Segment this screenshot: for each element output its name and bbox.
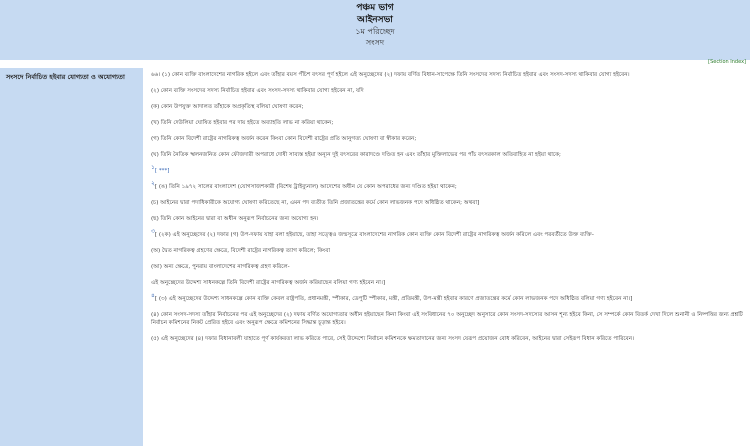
footnote-ref-3[interactable]: ৩ — [151, 228, 155, 236]
clause-4: (৪) কোন সংসদ-সদস্য তাঁহার নির্বাচনের পর এই অনুচ্ছেদের (২) দফায় বর্ণিত অযোগ্যতার অধীন হইয়াছেন কিনা কিংবা এই সংবিধানের ৭০ অনুচ্ছেদ অনুসারে কোন সংসদ-সদস্যের আসন শূন্য হইবে কিনা, সে সম্পর্কে কোন বিতর্ক দেখা দিলে শুনানী ও নিষ্পত্তির জন্য প্রশ্নটি নির্বাচন কমিশনের নিকট প্রেরিত হইবে এবং অনুরূপ ক্ষেত্রে কমিশনের সিদ্ধান্ত চূড়ান্ত হইবে। — [151, 312, 743, 326]
clause-2a-tail: এই অনুচ্ছেদের উদ্দেশ্য সাধনকল্পে তিনি বিদেশী রাষ্ট্রের নাগরিকত্ব অর্জন করিয়াছেন বলিয়া গণ্য হইবেন না।] — [151, 280, 386, 286]
article-title-panel — [0, 68, 143, 446]
article-body — [0, 68, 750, 446]
clause-2-ka: (ক) কোন উপযুক্ত আদালত তাঁহাকে অপ্রকৃতিস্থ বলিয়া ঘোষণা করেন; — [151, 104, 304, 110]
clause-2-uma — [151, 180, 744, 191]
clause-2-gha: (ঘ) তিনি নৈতিক স্খলনজনিত কোন ফৌজদারী অপরাধে দোষী সাব্যস্ত হইয়া অন্যূন দুই বৎসরের কারাদণ্ডে দণ্ডিত হন এবং তাঁহার মুক্তিলাভের পর পাঁচ বৎসরকাল অতিবাহিত না হইয়া থাকে; — [151, 152, 561, 158]
clause-3 — [151, 292, 744, 303]
section-heading: সংসদ — [365, 38, 385, 47]
article-text — [143, 68, 750, 446]
clause-2-kha: (খ) তিনি দেউলিয়া ঘোষিত হইবার পর দায় হইতে অব্যাহতি লাভ না করিয়া থাকেন; — [151, 120, 334, 126]
clause-2-chha: (ছ) তিনি কোন আইনের দ্বারা বা অধীন অনুরূপ নির্বাচনের জন্য অযোগ্য হন। — [151, 216, 319, 222]
clause-1: ৬৬। (১) কোন ব্যক্তি বাংলাদেশের নাগরিক হইলে এবং তাঁহার বয়স পঁচিশ বৎসর পূর্ণ হইলে এই অনুচ্ছেদের (২) দফায় বর্ণিত বিধান-সাপেক্ষে তিনি সংসদের সদস্য নির্বাচিত হইবার এবং সংসদ-সদস্য থাকিবার যোগ্য হইবেন। — [151, 72, 630, 78]
clause-2-uma-text: [ (ঙ) তিনি ১৯৭২ সালের বাংলাদেশ (যোগসাজশকারী (বিশেষ ট্রাইব্যুনাল) আদেশের অধীন যে কোন অপরাধের জন্য দণ্ডিত হইয়া থাকেন; — [154, 184, 457, 190]
article-title: সংসদে নির্বাচিত হইবার যোগ্যতা ও অযোগ্যতা — [6, 73, 125, 81]
clause-2: (২) কোন ব্যক্তি সংসদের সদস্য নির্বাচিত হইবার এবং সংসদ-সদস্য থাকিবার যোগ্য হইবেন না, যদি — [151, 88, 364, 94]
clause-3-text: [ (৩) এই অনুচ্ছেদের উদ্দেশ্য সাধনকল্পে কোন ব্যক্তি কেবল রাষ্ট্রপতি, প্রধানমন্ত্রী, স্পীকার, ডেপুটি স্পীকার, মন্ত্রী, প্রতিমন্ত্রী, উপ-মন্ত্রী হইবার কারণে প্রজাতন্ত্রের কর্মে কোন লাভজনক পদে অধিষ্ঠিত বলিয়া গণ্য হইবেন না।] — [154, 296, 633, 302]
clause-2a-text: [ (২ক) এই অনুচ্ছেদের (২) দফার (গ) উপ-দফায় যাহা বলা হইয়াছে, তাহা সত্ত্বেও জন্মসূত্রে বাংলাদেশের নাগরিক কোন ব্যক্তি কোন বিদেশী রাষ্ট্রের নাগরিকত্ব অর্জন করিলে এবং পরবর্তীতে উক্ত ব্যক্তি- — [154, 232, 594, 238]
clause-5: (৫) এই অনুচ্ছেদের (৪) দফার বিধানাবলী যাহাতে পূর্ণ কার্যকরতা লাভ করিতে পারে, সেই উদ্দেশ্যে নির্বাচন কমিশনকে ক্ষমতাদানের জন্য সংসদ যেরূপ প্রয়োজন বোধ করিবেন, আইনের দ্বারা সেইরূপ বিধান করিতে পারিবেন। — [151, 336, 635, 342]
section-index-link[interactable]: [Section Index] — [708, 59, 746, 65]
clause-2a — [151, 228, 744, 239]
part-heading: পঞ্চম ভাগ — [356, 3, 394, 13]
footnote-ref-1[interactable]: ১ — [151, 164, 155, 172]
footnote-ref-4[interactable]: ৪ — [151, 292, 155, 300]
section-index-row — [0, 60, 750, 68]
clause-2a-o: (অ) দ্বৈত নাগরিকত্ব গ্রহণের ক্ষেত্রে, বিদেশী রাষ্ট্রের নাগরিকত্ব ত্যাগ করিলে; কিংবা — [151, 248, 330, 254]
omitted-clause — [151, 164, 744, 175]
footnote-ref-2[interactable]: ২ — [151, 180, 155, 188]
clause-2-cha: (চ) আইনের দ্বারা পদাধিকারীকে অযোগ্য ঘোষণা করিতেছে না, এমন পদ ব্যতীত তিনি প্রজাতন্ত্রের কর্মে কোন লাভজনক পদে অধিষ্ঠিত থাকেন; অথবা] — [151, 200, 480, 206]
clause-2a-aa: (আ) অন্য ক্ষেত্রে, পুনরায় বাংলাদেশের নাগরিকত্ব গ্রহণ করিলে- — [151, 264, 290, 270]
legislature-heading: আইনসভা — [357, 15, 393, 25]
chapter-heading: ১ম পরিচ্ছেদ — [355, 27, 395, 36]
clause-2-ga: (গ) তিনি কোন বিদেশী রাষ্ট্রের নাগরিকত্ব অর্জন করেন কিংবা কোন বিদেশী রাষ্ট্রের প্রতি আনুগত্য ঘোষণা বা স্বীকার করেন; — [151, 136, 417, 142]
omitted-text: [ ***] — [154, 168, 170, 174]
page-header — [0, 0, 750, 60]
